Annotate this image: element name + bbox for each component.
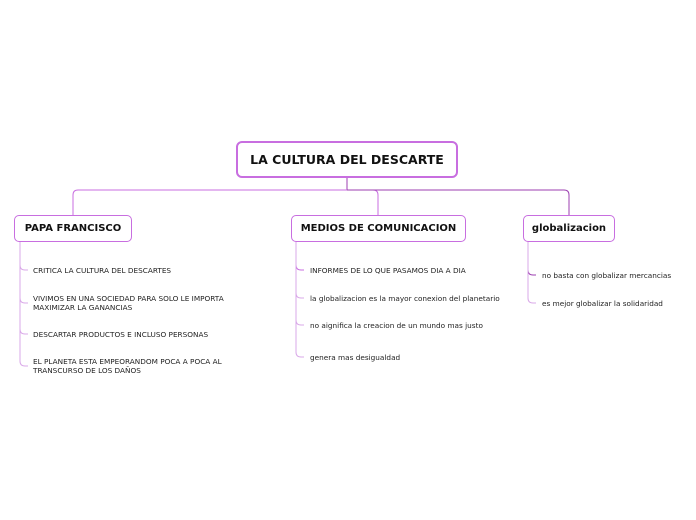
leaf-link-medios-1 [296, 242, 304, 270]
branch-label: globalizacion [531, 223, 607, 234]
leaf-topic[interactable]: genera mas desigualdad [310, 353, 401, 362]
leaf-topic[interactable]: CRITICA LA CULTURA DEL DESCARTES [33, 266, 172, 275]
leaf-link-medios-4 [296, 242, 304, 357]
leaf-link-papa-2 [20, 242, 28, 303]
leaf-topic[interactable] [33, 294, 224, 312]
branch-papa-francisco[interactable] [14, 215, 132, 242]
leaf-topic-label: EL PLANETA ESTA EMPEORANDOM POCA A POCA AL TRANSCURSO DE LOS DAÑOS [33, 357, 222, 375]
leaf-topic[interactable]: no aignifica la creacion de un mundo mas justo [310, 321, 483, 330]
leaf-link-glob-1 [528, 242, 536, 275]
link-root-globalizacion [347, 190, 569, 215]
leaf-topic-label: VIVIMOS EN UNA SOCIEDAD PARA SOLO LE IMPORTA MAXIMIZAR LA GANANCIAS [33, 294, 224, 312]
leaf-topic[interactable]: no basta con globalizar mercancias [542, 271, 672, 280]
branch-medios-de-comunicacion[interactable] [291, 215, 466, 242]
link-root-medios [347, 190, 378, 215]
leaf-topic[interactable] [33, 357, 222, 375]
root-topic[interactable] [236, 141, 458, 178]
leaf-link-glob-2 [528, 242, 536, 303]
leaf-link-papa-3 [20, 242, 28, 334]
root-topic-label: LA CULTURA DEL DESCARTE [250, 152, 444, 167]
leaf-link-medios-3 [296, 242, 304, 325]
leaf-topic[interactable]: DESCARTAR PRODUCTOS E INCLUSO PERSONAS [33, 330, 209, 339]
leaf-topic[interactable]: la globalizacion es la mayor conexion del planetario [310, 294, 500, 303]
leaf-link-papa-1 [20, 242, 28, 270]
branch-label: MEDIOS DE COMUNICACION [300, 223, 457, 234]
leaf-topic[interactable]: INFORMES DE LO QUE PASAMOS DIA A DIA [310, 266, 466, 275]
branch-label: PAPA FRANCISCO [24, 223, 122, 234]
leaf-link-papa-4 [20, 242, 28, 366]
link-root-papa-francisco [73, 190, 347, 215]
branch-globalizacion[interactable] [523, 215, 615, 242]
leaf-topic[interactable]: es mejor globalizar la solidaridad [542, 299, 663, 308]
